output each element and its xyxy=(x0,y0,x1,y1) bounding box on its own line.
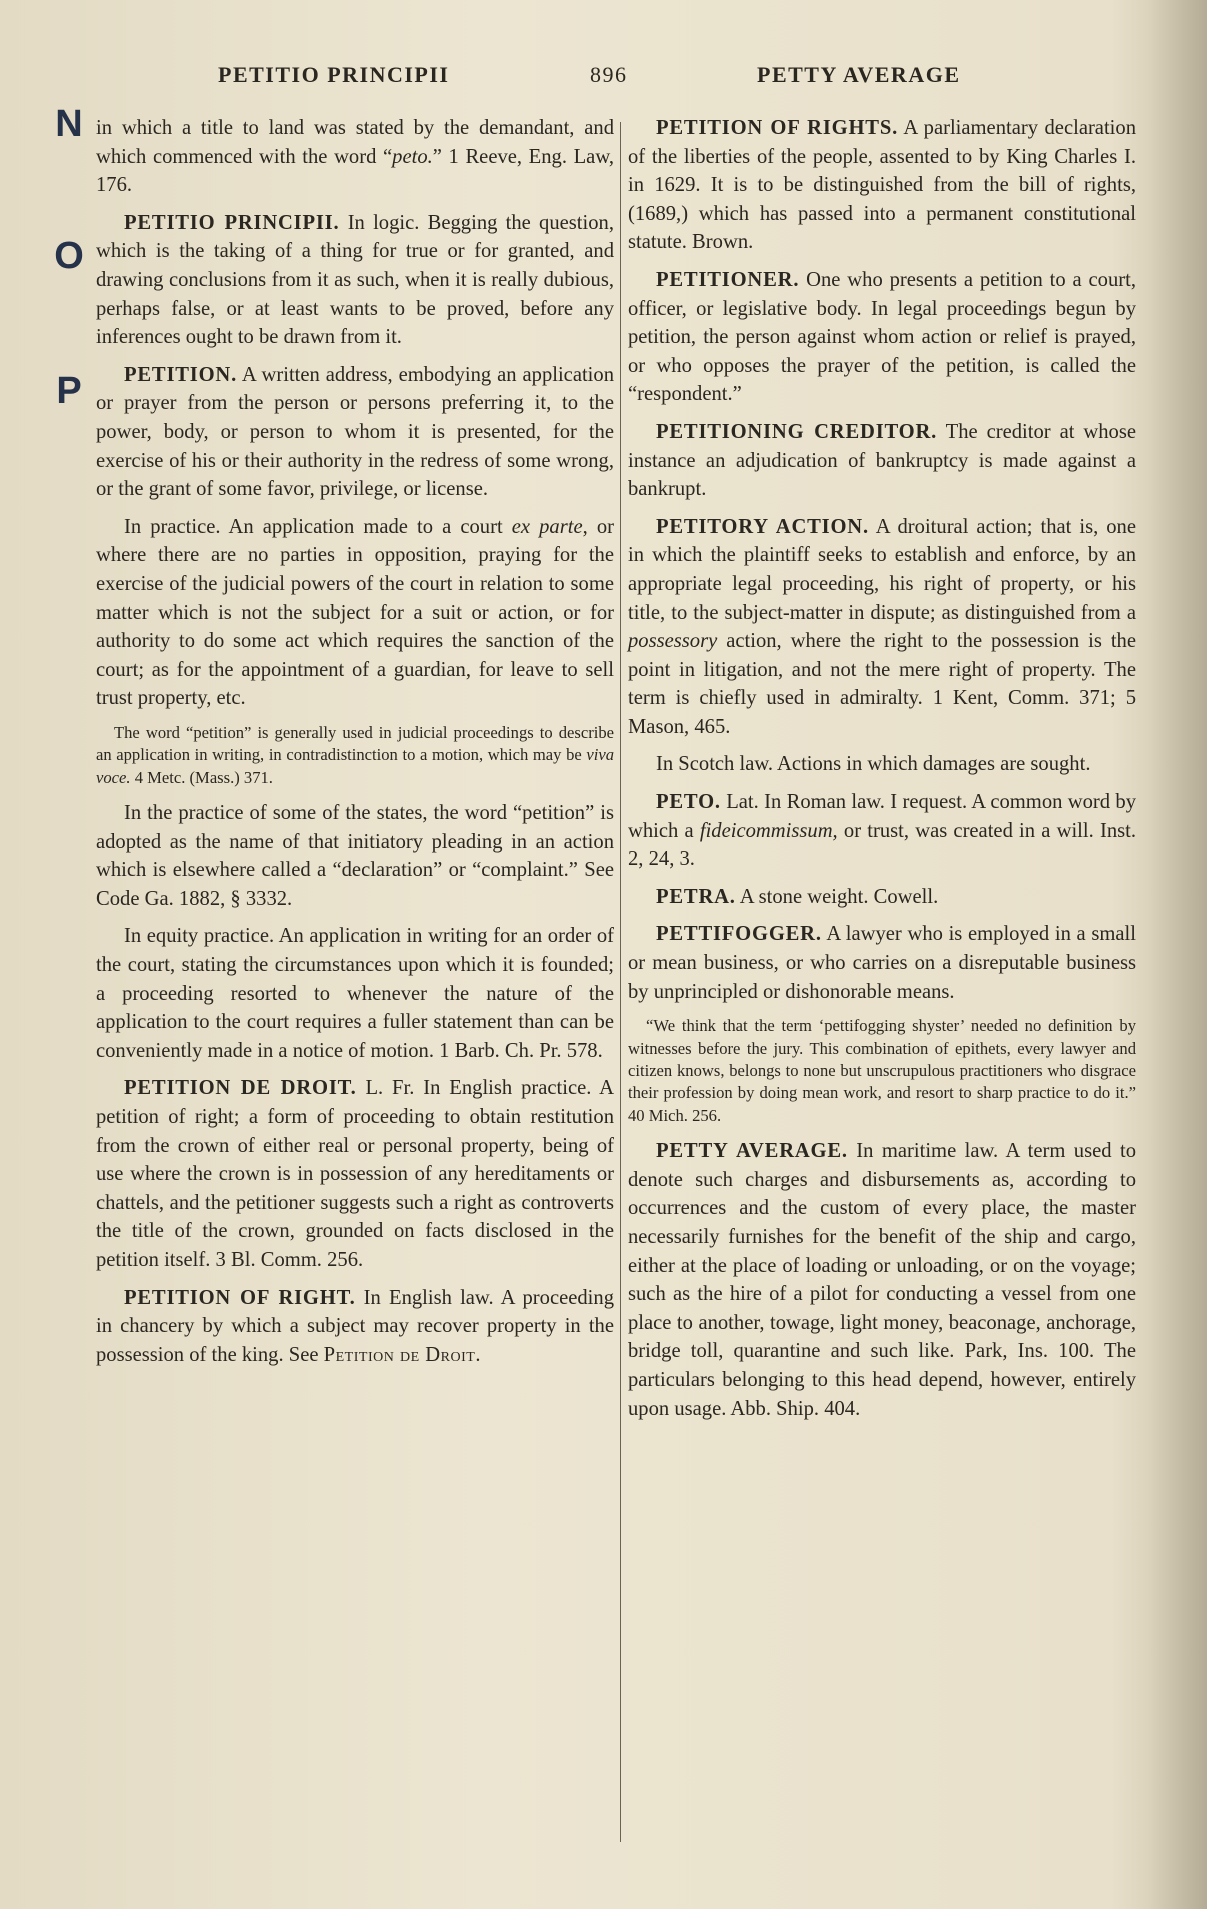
quoted-note xyxy=(96,722,614,789)
entry-text-continued: , or where there are no parties in opposition, praying for the exercise of the judicial powers of the court in relation to some matter which is not the subject for a suit or action, or for authority to do some act which requires the sanction of the court; as for the appointment of a guardian, for leave to sell trust property, etc. xyxy=(96,515,615,710)
dictionary-entry xyxy=(628,788,1136,874)
entry-text: A stone weight. Cowell. xyxy=(735,885,939,908)
entry-text: A lawyer who is employed in a small or mean business, or who carries on a disreputable business by unprincipled or dishonorable means. xyxy=(628,923,1136,1003)
entry-headword: PETITION OF RIGHT. xyxy=(124,1286,356,1309)
paragraph xyxy=(628,750,1136,779)
entry-headword: PETITION DE DROIT. xyxy=(124,1077,357,1100)
entry-text: A parliamentary declaration of the liberties of the people, assented to by King Charles I. in 1629. It is to be distinguished from the bill of rights, (1689,) which has passed into a permanent constitutional statute. Brown. xyxy=(628,117,1136,254)
entry-text-continued: 4 Metc. (Mass.) 371. xyxy=(130,767,273,787)
italic-text: possessory xyxy=(628,630,718,653)
thumb-index-letter-p: P xyxy=(56,370,82,412)
entry-text-continued: ” 1 Reeve, Eng. Law, 176. xyxy=(96,145,615,197)
header-left-guide-word: PETITIO PRINCIPII xyxy=(218,62,450,87)
dictionary-entry xyxy=(628,883,1136,912)
dictionary-entry xyxy=(628,114,1136,257)
entry-text: Lat. In Roman law. I request. A common word by which a xyxy=(628,791,1136,842)
entry-text: In logic. Begging the question, which is the taking of a thing for true or for granted, and drawing conclusions from it as such, when it is really dubious, perhaps false, or at least wants to be proved, before any inferences ought to be drawn from it. xyxy=(96,211,614,349)
entry-text: In the practice of some of the states, the word “petition” is adopted as the name of that initiatory pleading in an action which is elsewhere called a “declaration” or “complaint.” See Code Ga. 1882, § 3332. xyxy=(96,802,614,910)
entry-text: A droitural action; that is, one in which the plaintiff seeks to establish and enforce, by an appropriate legal proceeding, his right of property, or his title, to the subject-matter in dispute; as distinguished from a xyxy=(628,515,1136,624)
dictionary-entry xyxy=(96,1074,614,1274)
entry-text: “We think that the term ‘pettifogging shyster’ needed no definition by witnesses before the jury. This combination of epithets, every lawyer and citizen knows, belongs to none but unscrupulous practitioners who disgrace their profession by doing mean work, and resort to sharp practice to do it.” 40 Mich. 256. xyxy=(628,1016,1136,1125)
running-header xyxy=(0,62,1207,96)
thumb-index-letter-n: N xyxy=(55,103,83,145)
entry-headword: PETRA. xyxy=(656,885,736,908)
left-column xyxy=(96,114,614,1378)
dictionary-entry xyxy=(628,266,1136,409)
entry-text-continued: or trust, was created in a will. Inst. 2, 24, 3. xyxy=(628,819,1137,871)
entry-headword: PETITORY ACTION. xyxy=(656,515,869,538)
dictionary-entry xyxy=(96,361,614,504)
thumb-index-letter-o: O xyxy=(54,235,84,277)
entry-text: In practice. An application made to a court xyxy=(124,515,512,538)
entry-headword: PETTIFOGGER. xyxy=(656,923,822,946)
italic-text: peto. xyxy=(392,145,433,168)
cross-reference: Petition de Droit. xyxy=(323,1343,481,1366)
entry-headword: PETITIONING CREDITOR. xyxy=(656,420,938,443)
column-divider xyxy=(620,122,621,1842)
page-number: 896 xyxy=(590,62,628,87)
entry-text-continued: action, where the right to the possession is the point in litigation, and not the mere right of property. The term is chiefly used in admiralty. 1 Kent, Comm. 371; 5 Mason, 465. xyxy=(628,630,1136,738)
dictionary-entry xyxy=(628,513,1136,742)
entry-text: In English law. A proceeding in chancery by which a subject may recover property in the possession of the king. See xyxy=(96,1286,614,1366)
entry-text: In Scotch law. Actions in which damages are sought. xyxy=(656,753,1091,776)
dictionary-entry xyxy=(628,920,1136,1006)
entry-headword: PETITION OF RIGHTS. xyxy=(656,117,899,139)
entry-text: One who presents a petition to a court, officer, or legislative body. In legal proceedings begun by petition, the person against whom action or relief is prayed, or who opposes the prayer of the petition, is called the “respondent.” xyxy=(628,268,1136,406)
entry-headword: PETITIONER. xyxy=(656,268,800,291)
entry-text: in which a title to land was stated by the demandant, and which commenced with the word “ xyxy=(96,117,614,168)
entry-text: The word “petition” is generally used in judicial proceedings to describe an application in writing, in contradistinction to a motion, which may be xyxy=(96,722,614,765)
paragraph xyxy=(96,922,614,1065)
paragraph xyxy=(96,114,614,200)
dictionary-entry xyxy=(96,209,614,352)
page-edge-shadow xyxy=(1147,0,1207,1909)
right-column xyxy=(628,114,1136,1432)
dictionary-entry xyxy=(628,418,1136,504)
header-right-guide-word: PETTY AVERAGE xyxy=(757,62,961,87)
entry-text: L. Fr. In English practice. A petition of right; a form of proceeding to obtain restitution from the crown of either real or personal property, being of use where the crown is in possession of any hereditaments or chattels, and the petitioner suggests such a right as controverts the title of the crown, grounded on facts disclosed in the petition itself. 3 Bl. Comm. 256. xyxy=(96,1077,614,1271)
entry-headword: PETITIO PRINCIPII. xyxy=(124,211,340,234)
entry-text: In equity practice. An application in writing for an order of the court, stating the circumstances upon which it is founded; a proceeding resorted to whenever the nature of the application to the court requires a fuller statement than can be conveniently made in a notice of motion. 1 Barb. Ch. Pr. 578. xyxy=(96,925,614,1062)
entry-headword: PETTY AVERAGE. xyxy=(656,1140,848,1163)
entry-headword: PETO. xyxy=(656,791,721,814)
italic-text: fideicommissum, xyxy=(699,819,838,842)
entry-text: In maritime law. A term used to denote such charges and disbursements as, according to occurrences and the custom of every place, the master necessarily furnishes for the benefit of the ship and cargo, either at the place of loading or unloading, or on the voyage; such as the hire of a pilot for conducting a vessel from one place to another, towage, light money, beaconage, anchorage, bridge toll, quarantine and such like. Park, Ins. 100. The particulars belonging to this head depend, however, entirely upon usage. Abb. Ship. 404. xyxy=(628,1140,1136,1420)
italic-text: ex parte xyxy=(511,515,583,538)
quoted-note xyxy=(628,1015,1136,1127)
paragraph xyxy=(96,799,614,913)
dictionary-entry xyxy=(628,1137,1136,1423)
entry-text: The creditor at whose instance an adjudication of bankruptcy is made against a bankrupt. xyxy=(628,420,1136,501)
italic-text: viva voce. xyxy=(96,745,614,787)
entry-text: A written address, embodying an application or prayer from the person or persons preferring it, to the power, body, or person to whom it is presented, for the exercise of his or their authority in the redress of some wrong, or the grant of some favor, privilege, or license. xyxy=(96,363,614,501)
dictionary-entry xyxy=(96,1284,614,1370)
paragraph xyxy=(96,513,614,713)
entry-headword: PETITION. xyxy=(124,363,238,386)
